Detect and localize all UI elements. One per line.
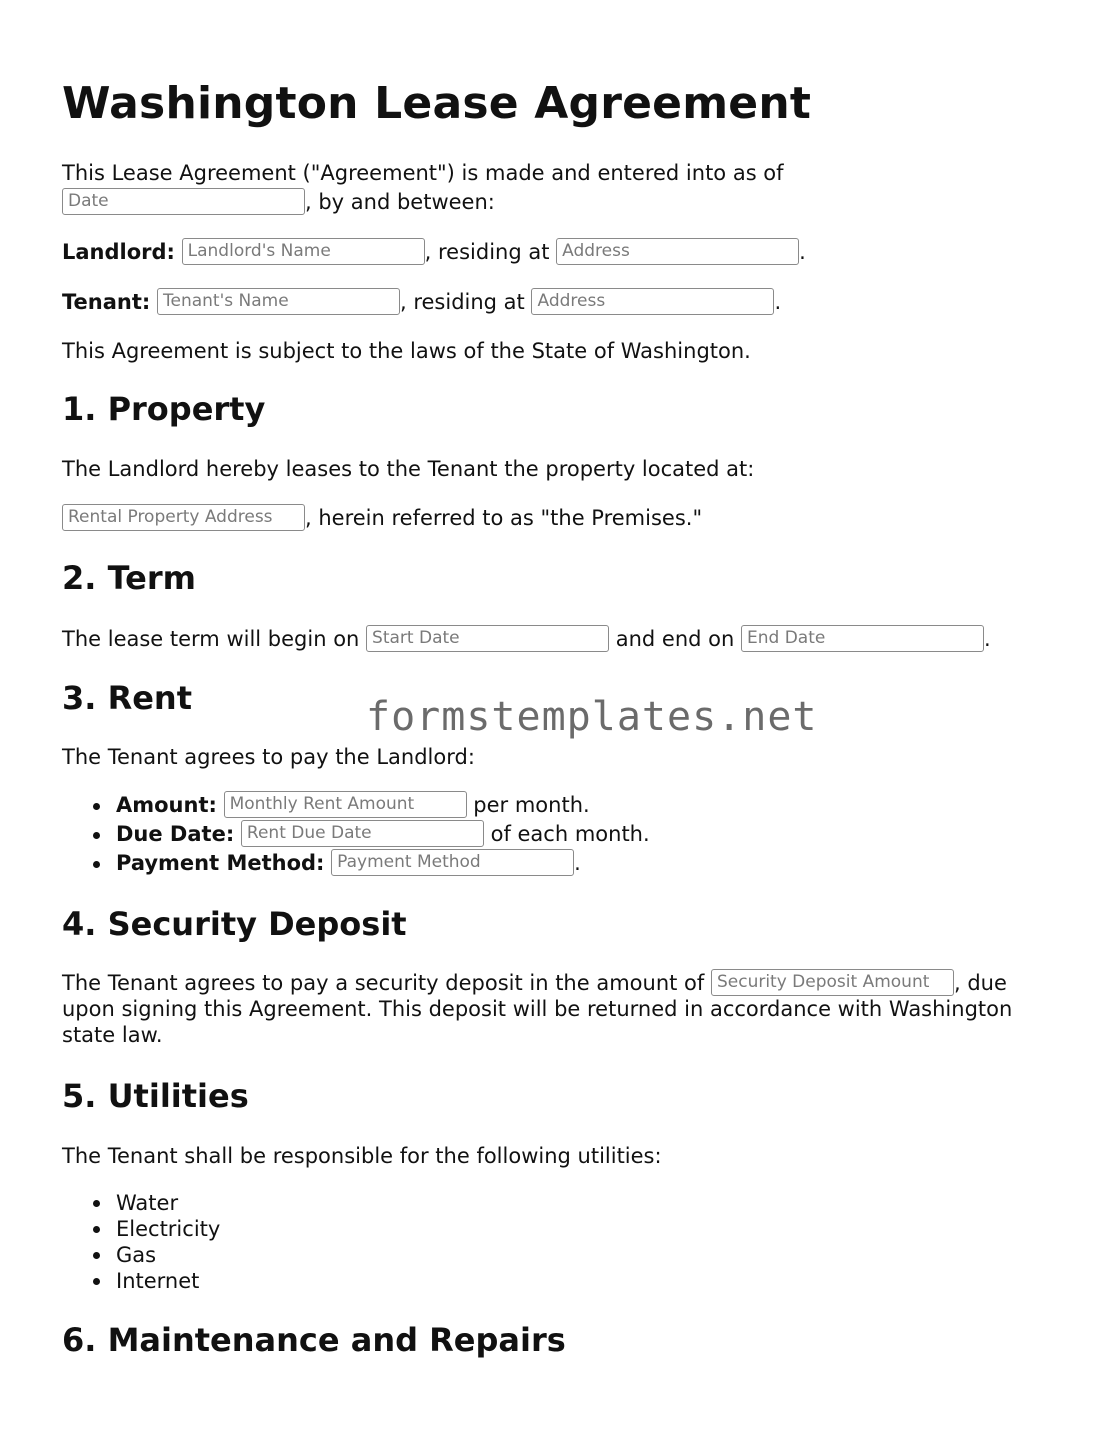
date-field[interactable]: Date [62,188,305,215]
utility-item: Gas [62,1242,220,1268]
utilities-list [62,1190,220,1294]
term-begin-text: The lease term will begin on [62,627,360,651]
landlord-period: . [799,240,806,264]
section-utilities-heading: 5. Utilities [62,1077,249,1115]
rent-details-list [62,791,650,878]
law-statement: This Agreement is subject to the laws of the State of Washington. [62,339,751,363]
rent-method-item [62,849,650,878]
rent-amount-item [62,791,650,820]
rent-due-after: of each month. [490,822,650,846]
security-deposit-amount-field[interactable]: Security Deposit Amount [711,969,954,996]
rental-property-address-field[interactable]: Rental Property Address [62,504,305,531]
tenant-label: Tenant: [62,290,151,314]
landlord-residing-text: , residing at [424,240,550,264]
rent-amount-after: per month. [473,793,590,817]
section-rent-heading: 3. Rent [62,679,192,717]
property-text: The Landlord hereby leases to the Tenant the property located at: [62,457,755,481]
rent-intro-text: The Tenant agrees to pay the Landlord: [62,745,475,769]
property-address-line [62,505,702,531]
section-maintenance-heading: 6. Maintenance and Repairs [62,1321,566,1359]
tenant-name-field[interactable]: Tenant's Name [157,288,400,315]
intro-date-line [62,189,495,215]
watermark: formstemplates.net [366,694,818,740]
intro-line [62,160,784,186]
tenant-line [62,289,781,315]
deposit-paragraph [62,970,1052,1048]
tenant-address-field[interactable]: Address [531,288,774,315]
section-property-heading: 1. Property [62,390,266,428]
monthly-rent-amount-field[interactable]: Monthly Rent Amount [224,791,467,818]
rent-due-date-field[interactable]: Rent Due Date [241,820,484,847]
utility-item: Internet [62,1268,220,1294]
section-term-heading: 2. Term [62,559,196,597]
start-date-field[interactable]: Start Date [366,625,609,652]
intro-after-text: , by and between: [305,190,495,214]
tenant-residing-text: , residing at [399,290,525,314]
utilities-text: The Tenant shall be responsible for the following utilities: [62,1144,662,1168]
deposit-text-after: , due upon signing this Agreement. This deposit will be returned in accordance with Washington state law. [62,971,1013,1047]
landlord-address-field[interactable]: Address [556,238,799,265]
term-end-text: and end on [615,627,735,651]
utility-item: Electricity [62,1216,220,1242]
rent-due-label: Due Date: [116,822,235,846]
rent-method-label: Payment Method: [116,851,325,875]
end-date-field[interactable]: End Date [741,625,984,652]
payment-method-field[interactable]: Payment Method [331,849,574,876]
term-period: . [984,627,991,651]
rent-method-period: . [574,851,581,875]
term-line [62,626,991,652]
landlord-line [62,239,806,265]
section-deposit-heading: 4. Security Deposit [62,905,407,943]
deposit-text-before: The Tenant agrees to pay a security deposit in the amount of [62,971,705,995]
rent-due-item [62,820,650,849]
rent-amount-label: Amount: [116,793,217,817]
intro-text: This Lease Agreement ("Agreement") is made and entered into as of [62,161,784,185]
landlord-name-field[interactable]: Landlord's Name [182,238,425,265]
utility-item: Water [62,1190,220,1216]
page-title: Washington Lease Agreement [62,78,812,129]
premises-text: , herein referred to as "the Premises." [305,506,703,530]
landlord-label: Landlord: [62,240,175,264]
tenant-period: . [774,290,782,314]
